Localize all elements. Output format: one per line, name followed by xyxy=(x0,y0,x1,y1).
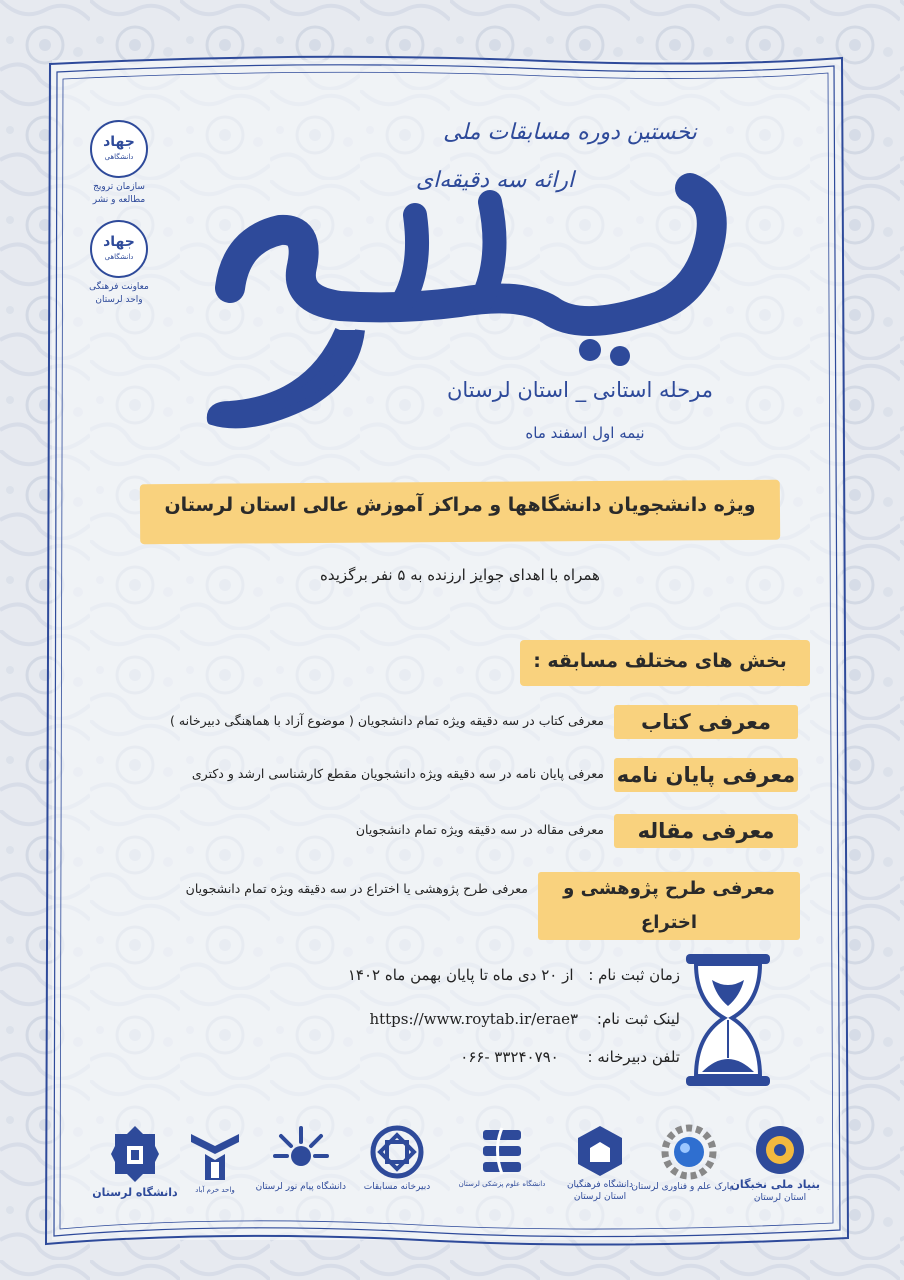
jihad-publication-emblem xyxy=(82,120,156,207)
emblem-sub: دانشگاهی xyxy=(104,153,134,161)
payam-noor-icon xyxy=(273,1124,329,1180)
registration-value: از ۲۰ دی ماه تا پایان بهمن ماه ۱۴۰۲ xyxy=(347,966,574,984)
logo-label: دانشگاه لرستان xyxy=(92,1186,178,1199)
emblem-caption-line2: مطالعه و نشر xyxy=(92,195,146,205)
hourglass-icon xyxy=(682,950,774,1090)
section-tag-thesis: معرفی پایان نامه xyxy=(614,758,798,792)
phone-value: ۰۶۶- ۳۳۲۴۰۷۹۰ xyxy=(460,1048,559,1066)
footer-logo-payam-noor xyxy=(256,1124,346,1192)
section-tag-article: معرفی مقاله xyxy=(614,814,798,848)
logo-label: دانشگاه علوم پزشکی لرستان xyxy=(458,1180,546,1188)
emblem-caption-line1: سازمان ترویج xyxy=(93,182,145,192)
emblem-sub: دانشگاهی xyxy=(104,253,134,261)
elite-foundation-icon xyxy=(754,1124,806,1176)
stage-text: مرحله استانی _ استان لرستان xyxy=(446,378,714,402)
farhangian-icon xyxy=(574,1124,626,1178)
logo-label: دانشگاه پیام نور لرستان xyxy=(255,1182,346,1192)
secretariat-icon xyxy=(369,1124,425,1180)
footer-logo-farhangian xyxy=(560,1124,640,1202)
section-desc-thesis: معرفی پایان نامه در سه دقیقه ویژه دانشجویان مقطع کارشناسی ارشد و دکتری xyxy=(191,766,604,781)
science-park-icon xyxy=(661,1124,717,1180)
logo-label: واحد خرم آباد xyxy=(195,1186,235,1194)
azad-university-icon xyxy=(187,1124,243,1184)
header-line1: نخستین دوره مسابقات ملی xyxy=(443,120,697,145)
logo-label: بنیاد ملی نخبگان xyxy=(730,1178,820,1191)
secretariat-phone xyxy=(360,1048,680,1066)
emblem-caption xyxy=(82,181,156,207)
date-text: نیمه اول اسفند ماه xyxy=(525,424,645,442)
jihad-cultural-emblem xyxy=(82,220,156,307)
footer-logo-science-park xyxy=(631,1124,732,1192)
audience-text: ویژه دانشجویان دانشگاهها و مراکز آموزش عالی استان لرستان xyxy=(164,494,756,516)
emblem-caption-line1: معاونت فرهنگی xyxy=(89,282,149,292)
footer-logo-secretariat xyxy=(352,1124,442,1192)
medical-university-icon xyxy=(475,1124,529,1178)
section-tag-research: معرفی طرح پژوهشی و اختراع xyxy=(538,872,800,940)
emblem-caption xyxy=(82,281,156,307)
logo-sublabel: استان لرستان xyxy=(573,1192,627,1202)
seal-icon xyxy=(90,220,148,278)
registration-label: زمان ثبت نام : xyxy=(588,966,680,984)
section-desc-article: معرفی مقاله در سه دقیقه ویژه تمام دانشجویان xyxy=(355,822,604,837)
section-desc-research: معرفی طرح پژوهشی یا اختراع در سه دقیقه ویژه تمام دانشجویان xyxy=(185,881,528,896)
logo-label: پارک علم و فناوری لرستان xyxy=(631,1182,732,1192)
registration-time xyxy=(320,966,680,984)
footer-logo-azad-university xyxy=(180,1124,250,1194)
section-desc-book: معرفی کتاب در سه دقیقه ویژه تمام دانشجویان ( موضوع آزاد با هماهنگی دبیرخانه ) xyxy=(170,713,604,728)
sections-title: بخش های مختلف مسابقه : xyxy=(533,650,787,672)
seal-icon xyxy=(90,120,148,178)
registration-link xyxy=(300,1010,680,1028)
footer-logo-elite-foundation xyxy=(730,1124,820,1203)
logo-sublabel: استان لرستان xyxy=(753,1193,807,1203)
link-label: لینک ثبت نام: xyxy=(596,1010,680,1028)
section-tag-book: معرفی کتاب xyxy=(614,705,798,739)
footer-logo-medical-university xyxy=(452,1124,552,1188)
emblem-name: جهاد xyxy=(103,234,135,250)
emblem-caption-line2: واحد لرستان xyxy=(95,295,143,305)
phone-label: تلفن دبیرخانه : xyxy=(587,1048,680,1066)
header-line2: ارائه سه دقیقه‌ای xyxy=(415,168,575,193)
logo-label: دانشگاه فرهنگیان xyxy=(566,1180,634,1190)
footer-logo-lorestan-university xyxy=(90,1124,180,1199)
link-value[interactable]: https://www.roytab.ir/erae۳ xyxy=(369,1010,579,1028)
logo-label: دبیرخانه مسابقات xyxy=(363,1182,431,1192)
prize-text: همراه با اهدای جوایز ارزنده به ۵ نفر برگزیده xyxy=(320,566,600,584)
lorestan-university-icon xyxy=(109,1124,161,1184)
emblem-name: جهاد xyxy=(103,134,135,150)
